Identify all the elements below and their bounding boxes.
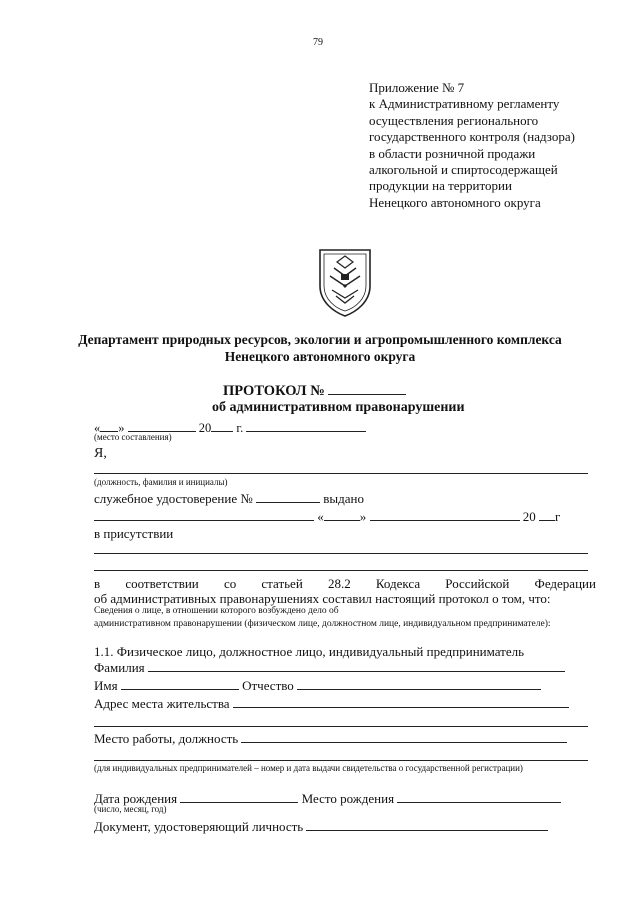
issue-year-prefix: 20 — [522, 509, 536, 524]
year-field[interactable] — [211, 419, 233, 432]
presence-field-2[interactable] — [94, 570, 588, 571]
date-quote-open: « — [94, 421, 101, 435]
according-line — [94, 576, 596, 592]
section-1-1-heading: 1.1. Физическое лицо, должностное лицо, индивидуальный предприниматель — [94, 644, 525, 659]
issued-by-field[interactable] — [94, 508, 314, 521]
issue-year-suffix: г — [555, 509, 561, 524]
appendix-line: государственного контроля (надзора) — [369, 129, 575, 145]
according-word: в — [94, 576, 101, 591]
department-name: Департамент природных ресурсов, экологии и агропромышленного комплекса Ненецкого автономного округа — [78, 332, 562, 364]
appendix-line: Приложение № 7 — [369, 80, 465, 95]
appendix-line: продукции на территории — [369, 178, 512, 194]
date-quote-close: » — [118, 421, 125, 435]
appendix-line: осуществления регионального — [369, 112, 539, 128]
issue-month-field[interactable] — [370, 508, 520, 521]
appendix-line: Ненецкого автономного округа — [369, 194, 541, 210]
address-label: Адрес места жительства — [94, 696, 230, 711]
birthdate-caption: (число, месяц, год) — [94, 804, 167, 814]
coat-of-arms-icon — [316, 246, 374, 318]
surname-field[interactable] — [148, 659, 565, 672]
place-field[interactable] — [246, 419, 366, 432]
month-field[interactable] — [128, 419, 196, 432]
id-document-label: Документ, удостоверяющий личность — [94, 819, 304, 834]
ya-label: Я, — [94, 446, 107, 461]
id-document-line — [94, 818, 548, 835]
issue-year-field[interactable] — [539, 508, 555, 521]
according-word: 28.2 — [327, 576, 351, 591]
issued-by-line — [94, 508, 560, 525]
issue-quote-close: » — [359, 509, 367, 524]
ip-field[interactable] — [94, 760, 588, 761]
certificate-line — [94, 490, 364, 507]
work-label: Место работы, должность — [94, 731, 239, 746]
ip-caption: (для индивидуальных предпринимателей – номер и дата выдачи свидетельства о государственной регистрации) — [94, 763, 523, 773]
appendix-line: алкогольной и спиртосодержащей — [369, 162, 558, 178]
person-info-line-2: административном правонарушении (физическом лице, должностном лице, индивидуальном предпринимателе): — [94, 619, 551, 629]
page-number: 79 — [313, 37, 323, 48]
name-label: Имя — [94, 678, 118, 693]
surname-label: Фамилия — [94, 660, 145, 675]
work-line — [94, 730, 567, 747]
patronymic-field[interactable] — [297, 677, 541, 690]
address-field[interactable] — [233, 695, 569, 708]
date-year-prefix: 20 — [198, 421, 212, 435]
according-word: Федерации — [534, 576, 596, 591]
appendix-line: в области розничной продажи — [369, 145, 536, 161]
according-word: статьей — [261, 576, 303, 591]
certificate-label: служебное удостоверение № — [94, 491, 253, 506]
protocol-title-text: ПРОТОКОЛ № — [223, 383, 325, 399]
date-year-suffix: г. — [236, 421, 244, 435]
according-line-2: об административных правонарушениях составил настоящий протокол о том, что: — [94, 591, 551, 606]
birthplace-field[interactable] — [397, 790, 561, 803]
certificate-number-field[interactable] — [256, 490, 320, 503]
according-word: соответствии — [125, 576, 199, 591]
according-word: со — [223, 576, 237, 591]
appendix-note — [369, 80, 575, 211]
appendix-line: к Административному регламенту — [369, 96, 560, 112]
place-caption: (место составления) — [94, 432, 172, 442]
position-field[interactable] — [94, 473, 588, 474]
birthdate-field[interactable] — [180, 790, 298, 803]
day-field[interactable] — [100, 419, 118, 432]
surname-line — [94, 659, 565, 676]
name-line — [94, 677, 541, 694]
work-field[interactable] — [241, 730, 567, 743]
id-document-field[interactable] — [306, 818, 548, 831]
birthplace-label: Место рождения — [301, 791, 395, 806]
protocol-number-field[interactable] — [328, 382, 406, 395]
issue-quote-open: « — [317, 509, 324, 524]
presence-label: в присутствии — [94, 526, 174, 541]
presence-field[interactable] — [94, 553, 588, 554]
protocol-subtitle: об административном правонарушении — [212, 400, 465, 415]
issue-day-field[interactable] — [324, 508, 360, 521]
address-line — [94, 695, 569, 712]
birthdate-label: Дата рождения — [94, 791, 178, 806]
name-field[interactable] — [121, 677, 239, 690]
position-caption: (должность, фамилия и инициалы) — [94, 477, 228, 487]
according-word: Российской — [445, 576, 510, 591]
according-word: Кодекса — [375, 576, 421, 591]
patronymic-label: Отчество — [242, 678, 294, 693]
person-info-line-1: Сведения о лице, в отношении которого возбуждено дело об — [94, 606, 339, 616]
protocol-title — [223, 382, 406, 400]
issued-label: выдано — [323, 491, 364, 506]
address-field-2[interactable] — [94, 726, 588, 727]
